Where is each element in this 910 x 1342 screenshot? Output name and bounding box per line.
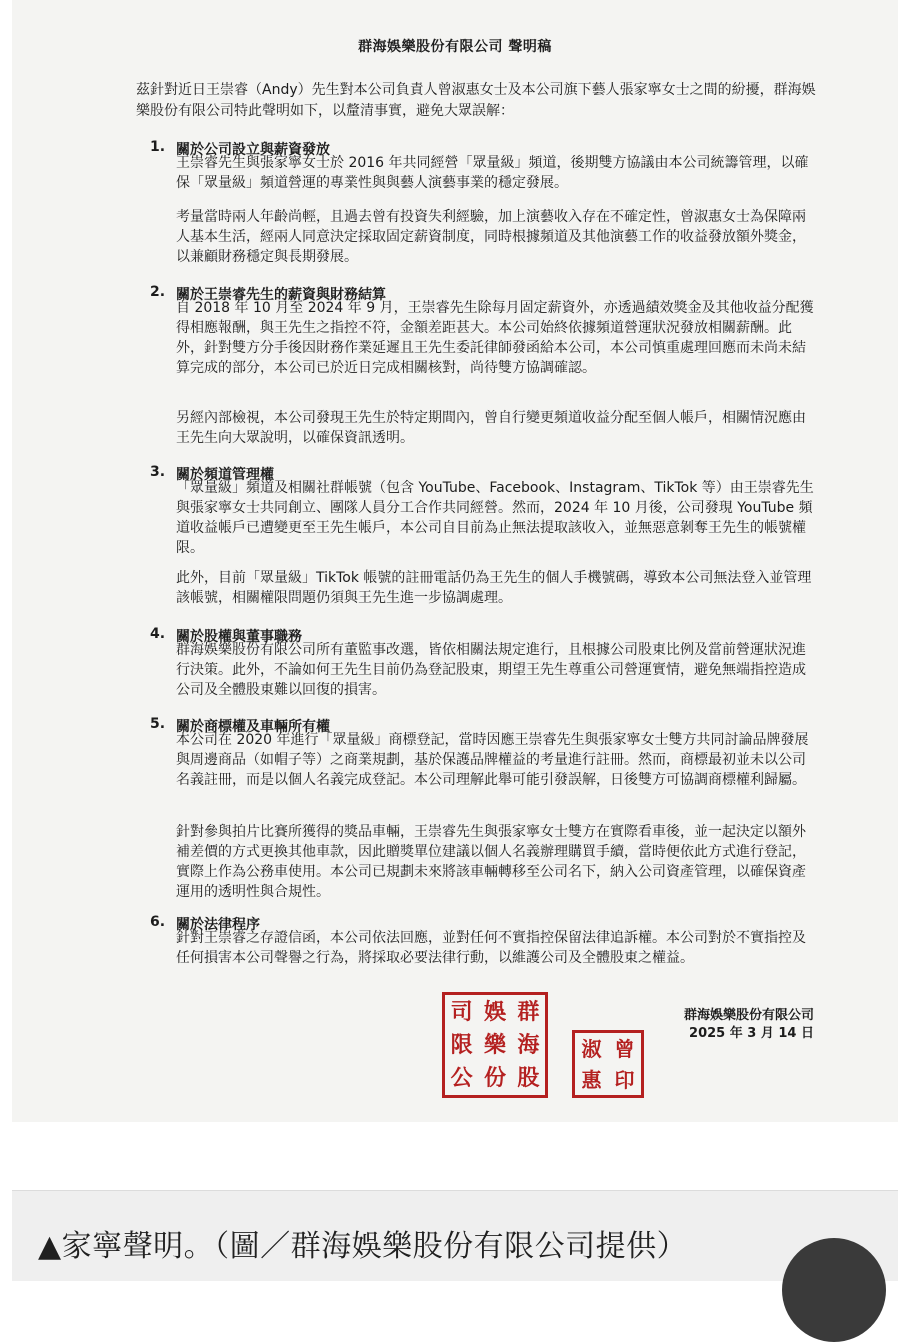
section-paragraph: 群海娛樂股份有限公司所有董監事改選，皆依相關法規定進行，且根據公司股東比例及當前營運狀況進行決策。此外，不論如何王先生目前仍為登記股東，期望王先生尊重公司營運實情，避免無端指控造成公司及全體股東難以回復的損害。	[176, 642, 806, 698]
caption-bar	[12, 1190, 898, 1281]
section-number: 6.	[150, 914, 166, 930]
section-paragraph: 王崇睿先生與張家寧女士於 2016 年共同經營「眾量級」頻道，後期雙方協議由本公司統籌管理，以確保「眾量級」頻道營運的專業性與與藝人演藝事業的穩定發展。	[176, 155, 809, 191]
section-paragraph: 針對王崇睿之存證信函，本公司依法回應，並對任何不實指控保留法律追訴權。本公司對於不實指控及任何損害本公司聲譽之行為，將採取必要法律行動，以維護公司及全體股東之權益。	[176, 930, 806, 966]
section-paragraph: 「眾量級」頻道及相關社群帳號（包含 YouTube、Facebook、Instagram、TikTok 等）由王崇睿先生與張家寧女士共同創立、團隊人員分工合作共同經營。然而，2024 年 10 月後，公司發現 YouTube 頻道收益帳戶已遭變更至王先生帳戶，本公司自目前為止無法提取該收入，並無惡意剝奪王先生的帳號權限。	[176, 480, 814, 556]
section-paragraph: 考量當時兩人年齡尚輕，且過去曾有投資失利經驗，加上演藝收入存在不確定性，曾淑惠女士為保障兩人基本生活，經兩人同意決定採取固定薪資制度，同時根據頻道及其他演藝工作的收益發放額外獎金，以兼顧財務穩定與長期發展。	[176, 209, 806, 265]
floating-action-button[interactable]	[782, 1238, 886, 1342]
document-title: 群海娛樂股份有限公司 聲明稿	[358, 39, 552, 55]
section-paragraph: 針對參與拍片比賽所獲得的獎品車輛，王崇睿先生與張家寧女士雙方在實際看車後，並一起決定以額外補差價的方式更換其他車款，因此贈獎單位建議以個人名義辦理購買手續，當時便依此方式進行登記，實際上作為公務車使用。本公司已規劃未來將該車輛轉移至公司名下，納入公司資產管理，以確保資產運用的透明性與合規性。	[176, 824, 806, 900]
image-caption: ▲家寧聲明。（圖／群海娛樂股份有限公司提供）	[38, 1229, 688, 1264]
section-heading: 關於商標權及車輛所有權	[176, 719, 330, 735]
section-number: 4.	[150, 626, 166, 642]
section-number: 5.	[150, 716, 166, 732]
section-paragraph: 另經內部檢視，本公司發現王先生於特定期間內，曾自行變更頻道收益分配至個人帳戶，相關情況應由王先生向大眾說明，以確保資訊透明。	[176, 410, 806, 446]
statement-document	[12, 0, 898, 1122]
section-number: 2.	[150, 284, 166, 300]
personal-seal: 淑 曾 惠 印	[572, 1030, 644, 1098]
company-seal: 司 娛 群 限 樂 海 公 份 股	[442, 992, 548, 1098]
section-number: 3.	[150, 464, 166, 480]
section-heading: 關於股權與董事職務	[176, 629, 302, 645]
signature-date: 2025 年 3 月 14 日	[689, 1026, 814, 1041]
section-heading: 關於公司設立與薪資發放	[176, 142, 330, 158]
section-heading: 關於王崇睿先生的薪資與財務結算	[176, 287, 386, 303]
intro-paragraph: 茲針對近日王崇睿（Andy）先生對本公司負責人曾淑惠女士及本公司旗下藝人張家寧女士之間的紛擾，群海娛樂股份有限公司特此聲明如下，以釐清事實，避免大眾誤解：	[136, 82, 816, 119]
section-heading: 關於法律程序	[176, 917, 260, 933]
section-number: 1.	[150, 139, 166, 155]
section-heading: 關於頻道管理權	[176, 467, 274, 483]
signature-company: 群海娛樂股份有限公司	[683, 1008, 814, 1023]
section-paragraph: 此外，目前「眾量級」TikTok 帳號的註冊電話仍為王先生的個人手機號碼，導致本公司無法登入並管理該帳號，相關權限問題仍須與王先生進一步協調處理。	[176, 570, 812, 606]
section-paragraph: 自 2018 年 10 月至 2024 年 9 月，王崇睿先生除每月固定薪資外，亦透過績效獎金及其他收益分配獲得相應報酬，與王先生之指控不符，金額差距甚大。本公司始終依據頻道營運狀況發放相關薪酬。此外，針對雙方分手後因財務作業延遲且王先生委託律師發函給本公司，本公司慎重處理回應而未尚未結算完成的部分，本公司已於近日完成相關核對，尚待雙方協調確認。	[176, 300, 814, 376]
section-paragraph: 本公司在 2020 年進行「眾量級」商標登記，當時因應王崇睿先生與張家寧女士雙方共同討論品牌發展與周邊商品（如帽子等）之商業規劃，基於保護品牌權益的考量進行註冊。然而，商標最初並未以公司名義註冊，而是以個人名義完成登記。本公司理解此舉可能引發誤解，日後雙方可協調商標權利歸屬。	[176, 732, 809, 788]
